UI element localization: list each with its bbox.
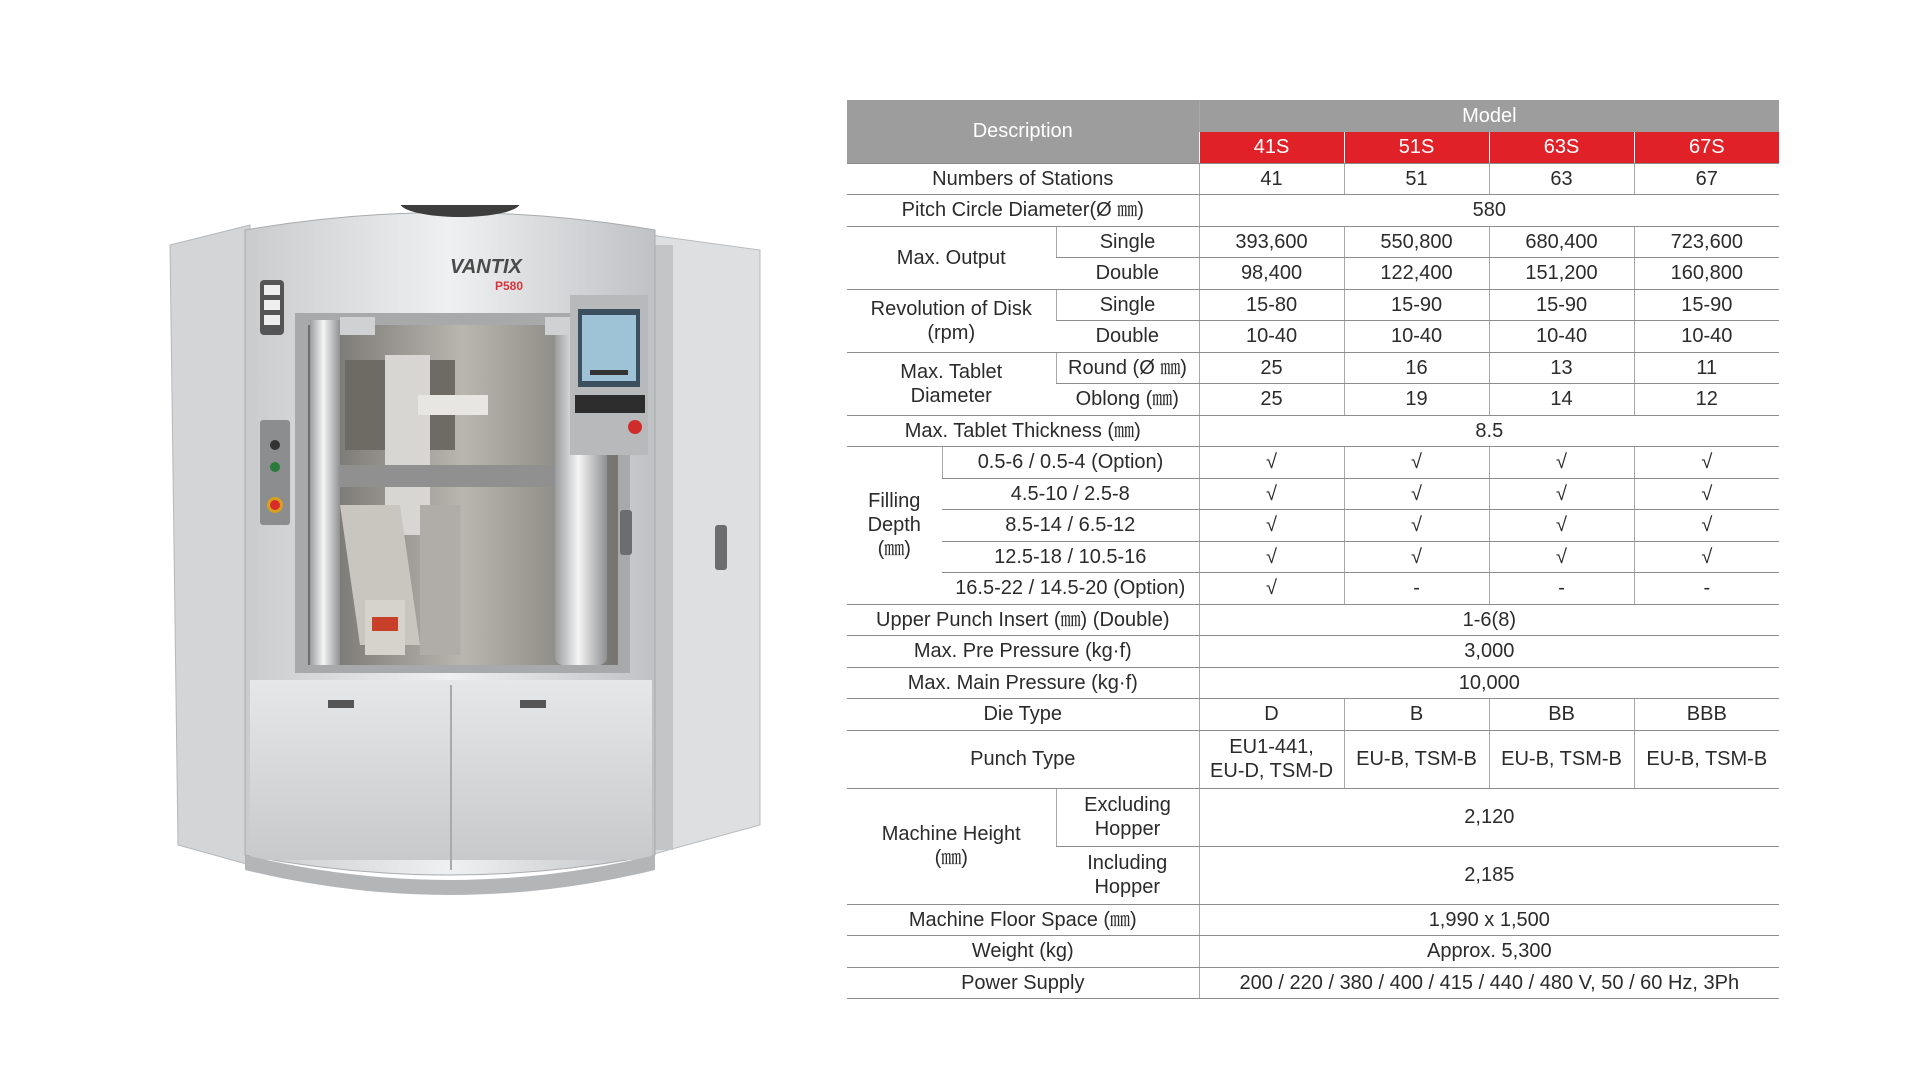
cell-value: EU-B, TSM-B — [1344, 730, 1489, 788]
check-mark: √ — [1489, 541, 1634, 573]
cell-value: 10-40 — [1199, 321, 1344, 353]
cell-value: 15-90 — [1489, 289, 1634, 321]
cell-value: 160,800 — [1634, 258, 1779, 290]
cell-value: 1,990 x 1,500 — [1199, 904, 1779, 936]
punch-type-row — [847, 730, 1779, 788]
cell-value: - — [1344, 573, 1489, 605]
row-label: Die Type — [847, 699, 1199, 731]
cell-value: 13 — [1489, 352, 1634, 384]
row-label: Max. Tablet Thickness (㎜) — [847, 415, 1199, 447]
group-label: Machine Height (㎜) — [847, 788, 1056, 904]
cell-value: 25 — [1199, 384, 1344, 416]
cell-value: 550,800 — [1344, 226, 1489, 258]
cell-value: 10-40 — [1344, 321, 1489, 353]
check-mark: √ — [1199, 573, 1344, 605]
cell-value: EU-B, TSM-B — [1489, 730, 1634, 788]
check-mark: √ — [1489, 510, 1634, 542]
cell-value: 10-40 — [1489, 321, 1634, 353]
row-label: Max. Main Pressure (kg·f) — [847, 667, 1199, 699]
cell-value: 19 — [1344, 384, 1489, 416]
power-row — [847, 967, 1779, 999]
cell-value: 8.5 — [1199, 415, 1779, 447]
check-mark: √ — [1344, 447, 1489, 479]
row-label: Punch Type — [847, 730, 1199, 788]
cell-value: BBB — [1634, 699, 1779, 731]
sub-label: Including Hopper — [1056, 846, 1199, 904]
check-mark: √ — [1489, 447, 1634, 479]
sub-label: 12.5-18 / 10.5-16 — [942, 541, 1199, 573]
description-header: Description — [847, 100, 1199, 163]
cell-value: 63 — [1489, 163, 1634, 195]
brand-logo: VANTIX — [450, 256, 522, 278]
cell-value: 16 — [1344, 352, 1489, 384]
cell-value: 2,185 — [1199, 846, 1779, 904]
group-label: Revolution of Disk (rpm) — [847, 289, 1056, 352]
sub-label: Round (Ø ㎜) — [1056, 352, 1199, 384]
filling-row — [847, 478, 1779, 510]
row-label: Machine Floor Space (㎜) — [847, 904, 1199, 936]
cell-value: 122,400 — [1344, 258, 1489, 290]
cell-value: BB — [1489, 699, 1634, 731]
cell-value: 10-40 — [1634, 321, 1779, 353]
die-type-row — [847, 699, 1779, 731]
filling-row — [847, 573, 1779, 605]
row-label: Numbers of Stations — [847, 163, 1199, 195]
check-mark: √ — [1199, 541, 1344, 573]
cell-value: 3,000 — [1199, 636, 1779, 668]
floor-space-row — [847, 904, 1779, 936]
row-label: Weight (kg) — [847, 936, 1199, 968]
cell-value: 580 — [1199, 195, 1779, 227]
cell-value: 25 — [1199, 352, 1344, 384]
pcd-row — [847, 195, 1779, 227]
filling-row — [847, 541, 1779, 573]
filling-row — [847, 510, 1779, 542]
cell-value: 2,120 — [1199, 788, 1779, 846]
model-51s: 51S — [1344, 132, 1489, 164]
cell-value: 15-90 — [1344, 289, 1489, 321]
sub-label: Double — [1056, 258, 1199, 290]
cell-value: 98,400 — [1199, 258, 1344, 290]
model-67s: 67S — [1634, 132, 1779, 164]
cell-value: EU1-441, EU-D, TSM-D — [1199, 730, 1344, 788]
cell-value: 41 — [1199, 163, 1344, 195]
cell-value: 15-90 — [1634, 289, 1779, 321]
model-63s: 63S — [1489, 132, 1634, 164]
sub-label: Double — [1056, 321, 1199, 353]
sub-label: Single — [1056, 226, 1199, 258]
machine-image — [150, 205, 790, 905]
cell-value: D — [1199, 699, 1344, 731]
check-mark: √ — [1489, 478, 1634, 510]
model-41s: 41S — [1199, 132, 1344, 164]
cell-value: 680,400 — [1489, 226, 1634, 258]
cell-value: 723,600 — [1634, 226, 1779, 258]
check-mark: √ — [1634, 510, 1779, 542]
check-mark: √ — [1634, 478, 1779, 510]
cell-value: - — [1489, 573, 1634, 605]
spec-table — [847, 100, 1779, 999]
check-mark: √ — [1634, 541, 1779, 573]
header-row — [847, 100, 1779, 132]
sub-label: 8.5-14 / 6.5-12 — [942, 510, 1199, 542]
tablet-round-row — [847, 352, 1779, 384]
check-mark: √ — [1199, 447, 1344, 479]
check-mark: √ — [1344, 541, 1489, 573]
sub-label: Single — [1056, 289, 1199, 321]
check-mark: √ — [1634, 447, 1779, 479]
output-single-row — [847, 226, 1779, 258]
check-mark: √ — [1344, 510, 1489, 542]
group-label: Max. Tablet Diameter — [847, 352, 1056, 415]
cell-value: 67 — [1634, 163, 1779, 195]
row-label: Upper Punch Insert (㎜) (Double) — [847, 604, 1199, 636]
cell-value: Approx. 5,300 — [1199, 936, 1779, 968]
cell-value: 15-80 — [1199, 289, 1344, 321]
cell-value: 393,600 — [1199, 226, 1344, 258]
stations-row — [847, 163, 1779, 195]
cell-value: 151,200 — [1489, 258, 1634, 290]
cell-value: B — [1344, 699, 1489, 731]
group-label: Max. Output — [847, 226, 1056, 289]
sub-label: 16.5-22 / 14.5-20 (Option) — [942, 573, 1199, 605]
cell-value: 10,000 — [1199, 667, 1779, 699]
check-mark: √ — [1344, 478, 1489, 510]
cell-value: 14 — [1489, 384, 1634, 416]
check-mark: √ — [1199, 510, 1344, 542]
group-label: Filling Depth (㎜) — [847, 447, 942, 605]
height-excluding-row — [847, 788, 1779, 846]
row-label: Max. Pre Pressure (kg·f) — [847, 636, 1199, 668]
cell-value: 51 — [1344, 163, 1489, 195]
revolution-single-row — [847, 289, 1779, 321]
model-header: Model — [1199, 100, 1779, 132]
sub-label: 4.5-10 / 2.5-8 — [942, 478, 1199, 510]
check-mark: √ — [1199, 478, 1344, 510]
cell-value: 1-6(8) — [1199, 604, 1779, 636]
weight-row — [847, 936, 1779, 968]
sub-label: Oblong (㎜) — [1056, 384, 1199, 416]
row-label: Power Supply — [847, 967, 1199, 999]
model-logo: P580 — [495, 279, 524, 293]
cell-value: - — [1634, 573, 1779, 605]
upper-punch-row — [847, 604, 1779, 636]
cell-value: 11 — [1634, 352, 1779, 384]
sub-label: 0.5-6 / 0.5-4 (Option) — [942, 447, 1199, 479]
pre-pressure-row — [847, 636, 1779, 668]
cell-value: 12 — [1634, 384, 1779, 416]
main-pressure-row — [847, 667, 1779, 699]
filling-row — [847, 447, 1779, 479]
thickness-row — [847, 415, 1779, 447]
row-label: Pitch Circle Diameter(Ø ㎜) — [847, 195, 1199, 227]
cell-value: EU-B, TSM-B — [1634, 730, 1779, 788]
cell-value: 200 / 220 / 380 / 400 / 415 / 440 / 480 V, 50 / 60 Hz, 3Ph — [1199, 967, 1779, 999]
sub-label: Excluding Hopper — [1056, 788, 1199, 846]
